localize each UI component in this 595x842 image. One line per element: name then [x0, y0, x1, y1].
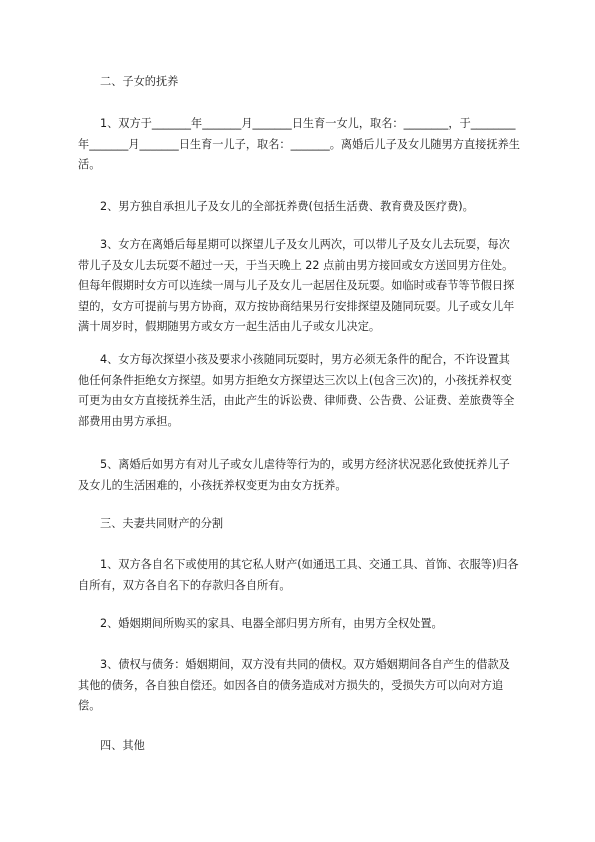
- paragraph-3-1: 1、双方各自名下或使用的其它私人财产(如通迅工具、交通工具、首饰、衣服等)归各自所有，双方各自名下的存款归各自所有。: [78, 558, 519, 592]
- paragraph-2-1: 1、双方于_______年_______月_______日生育一女儿，取名：________，于________年_______月_______日生育一儿子，取名：_______。离婚后儿子及女儿随男方直接抚养生活。: [78, 117, 520, 171]
- paragraph-2-5: 5、离婚后如男方有对儿子或女儿虐待等行为的，或男方经济状况恶化致使抚养儿子及女儿的生活困难的，小孩抚养权变更为由女方抚养。: [78, 458, 510, 492]
- paragraph-2-2: 2、男方独自承担儿子及女儿的全部抚养费(包括生活费、教育费及医疗费)。: [100, 200, 474, 213]
- section-heading-child-custody: 二、子女的抚养: [100, 75, 179, 88]
- paragraph-2-3: 3、女方在离婚后每星期可以探望儿子及女儿两次，可以带儿子及女儿去玩耍，每次带儿子及女儿去玩耍不超过一天，于当天晚上 22 点前由男方接回或女方送回男方住处。但每年假期时女方可以连续一周与儿子及女儿一起居住及玩耍。如临时或春节等节假日探望的，女方可提前与男方协商，双方按协商结果另行安排探望及随同玩耍。儿子或女儿年满十周岁时，假期随男方或女方一起生活由儿子或女儿决定。: [78, 238, 515, 333]
- section-heading-other: 四、其他: [100, 739, 145, 752]
- paragraph-2-4: 4、女方每次探望小孩及要求小孩随同玩耍时，男方必须无条件的配合，不许设置其他任何条件拒绝女方探望。如男方拒绝女方探望达三次以上(包含三次)的，小孩抚养权变可更为由女方直接抚养生活，由此产生的诉讼费、律师费、公告费、公证费、差旅费等全部费用由男方承担。: [78, 353, 515, 428]
- paragraph-3-2: 2、婚姻期间所购买的家具、电器全部归男方所有，由男方全权处置。: [100, 617, 443, 630]
- section-heading-property-division: 三、夫妻共同财产的分割: [100, 517, 224, 530]
- paragraph-3-3: 3、债权与债务：婚姻期间，双方没有共同的债权。双方婚姻期间各自产生的借款及其他的债务，各自独自偿还。如因各自的债务造成对方损失的，受损失方可以向对方追偿。: [78, 658, 510, 712]
